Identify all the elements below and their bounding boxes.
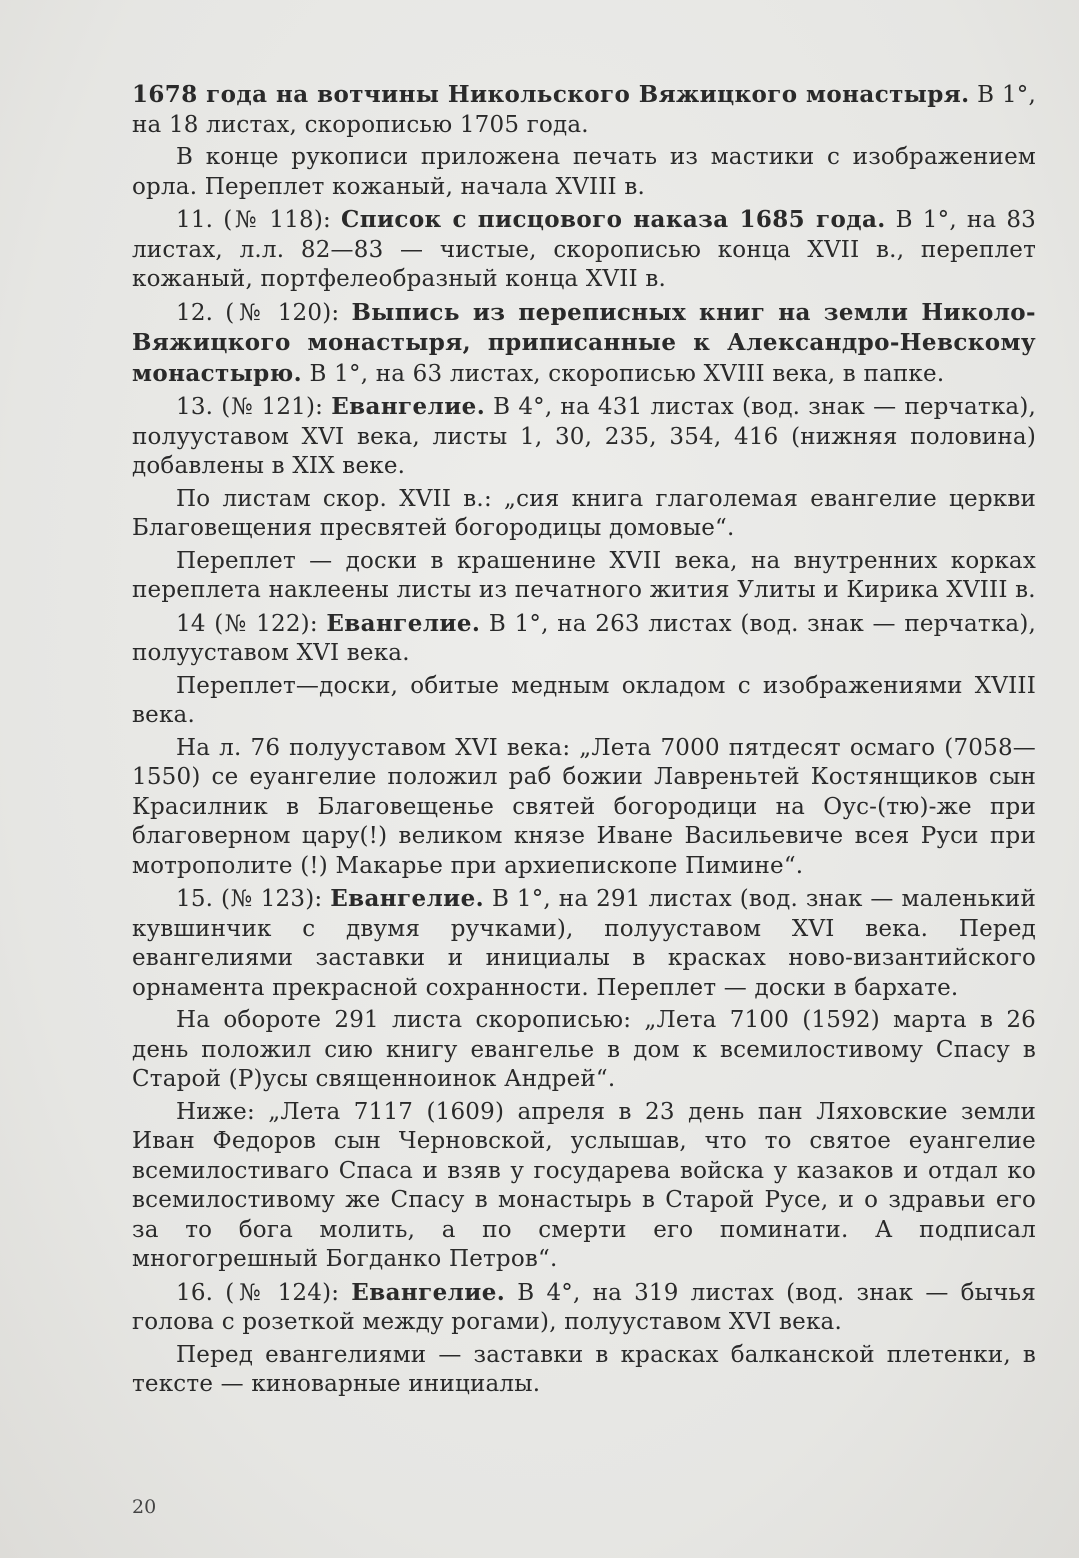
body-text: 13. (№ 121): [176,394,332,420]
paragraph [132,143,1036,202]
body-text: На л. 76 полууставом XVI века: „Лета 7000 пятдесят осмаго (7058—1550) се еуангелие положил раб божии Лавреньтей Костянщиков сын Красилник в Благовещенье святей богородици на Оус-(тю)-же при благоверном цару(!) великом князе Иване Васильевиче всея Руси при мотрополите (!) Макарье при архиепископе Пимине“. [132,734,1036,879]
body-text: 11. (№ 118): [176,207,342,233]
body-text: В конце рукописи приложена печать из мастики с изображением орла. Переплет кожаный, начала XVIII в. [132,144,1036,200]
body-text: На обороте 291 листа скорописью: „Лета 7100 (1592) марта в 26 день положил сию книгу евангелье в дом к всемилостивому Спасу в Старой (Р)усы священноинок Андрей“. [132,1007,1036,1092]
paragraph [132,80,1036,140]
bold-title-text: Евангелие. [331,393,486,420]
body-text: В 1°, на 291 листах (вод. знак — маленький кувшинчик с двумя ручками), полууставом XVI века. Перед евангелиями заставки и инициалы в красках ново-византийского орнамента прекрасной сохранности. Переплет — доски в бархате. [132,886,1036,1001]
paragraph [132,205,1036,295]
paragraph [132,609,1036,669]
paragraph [132,1006,1036,1095]
bold-title-text: Выпись из переписных книг на земли Николо-Вяжицкого монастыря, приписанные к Александро-Невскому монастырю. [132,298,1036,387]
paragraph [132,298,1036,390]
body-text: В 1°, на 63 листах, скорописью XVIII века, в папке. [302,360,945,387]
paragraph [132,392,1036,482]
page-text [132,80,1036,1403]
paragraph [132,547,1036,606]
bold-title-text: Евангелие. [326,609,481,637]
body-text: В 1°, на 18 листах, скорописью 1705 года. [132,82,1036,138]
paragraph [132,1098,1036,1275]
body-text: В 1°, на 83 листах, л.л. 82—83 — чистые, скорописью конца XVII в., переплет кожаный, портфелеобразный конца XVII в. [132,207,1036,292]
body-text: По листам скор. XVII в.: „сия книга глаголемая евангелие церкви Благовещения пресвятей богородицы домовые“. [132,485,1036,541]
body-text: 16. (№ 124): [176,1279,352,1306]
body-text: Перед евангелиями — заставки в красках балканской плетенки, в тексте — киноварные инициалы. [132,1341,1036,1397]
page-number: 20 [132,1496,157,1518]
body-text: Переплет—доски, обитые медным окладом с изображениями XVIII века. [132,672,1036,728]
body-text: 12. (№ 120): [176,299,352,326]
paragraph [132,884,1036,1003]
body-text: В 4°, на 431 листах (вод. знак — перчатка), полууставом XVI века, листы 1, 30, 235, 354, 416 (нижняя половина) добавлены в XIX веке. [132,394,1036,479]
body-text: В 1°, на 263 листах (вод. знак — перчатка), полууставом XVI века. [132,610,1037,666]
body-text: 14 (№ 122): [176,610,327,637]
paragraph [132,672,1036,731]
paragraph [132,734,1036,882]
paragraph [132,485,1036,544]
bold-title-text: Евангелие. [351,1278,506,1306]
paragraph [132,1278,1036,1338]
bold-title-text: 1678 года на вотчины Никольского Вяжицкого монастыря. [132,81,970,108]
bold-title-text: Евангелие. [330,885,485,912]
body-text: В 4°, на 319 листах (вод. знак — бычья голова с розеткой между рогами), полууставом XVI века. [132,1279,1036,1335]
body-text: Переплет — доски в крашенине XVII века, на внутренних корках переплета наклеены листы из печатного жития Улиты и Кирика XVIII в. [132,547,1036,603]
body-text: Ниже: „Лета 7117 (1609) апреля в 23 день пан Ляховские земли Иван Федоров сын Черновской, услышав, что то святое еуангелие всемилостиваго Спаса и взяв у государева войска у казаков и отдал ко всемилостивому же Спасу в монастырь в Старой Русе, и о здравьи его за то бога молить, а по смерти его поминати. А подписал многогрешный Богданко Петров“. [132,1098,1036,1272]
paragraph [132,1341,1036,1400]
body-text: 15. (№ 123): [176,886,331,912]
bold-title-text: Список с писцового наказа 1685 года. [341,206,886,233]
